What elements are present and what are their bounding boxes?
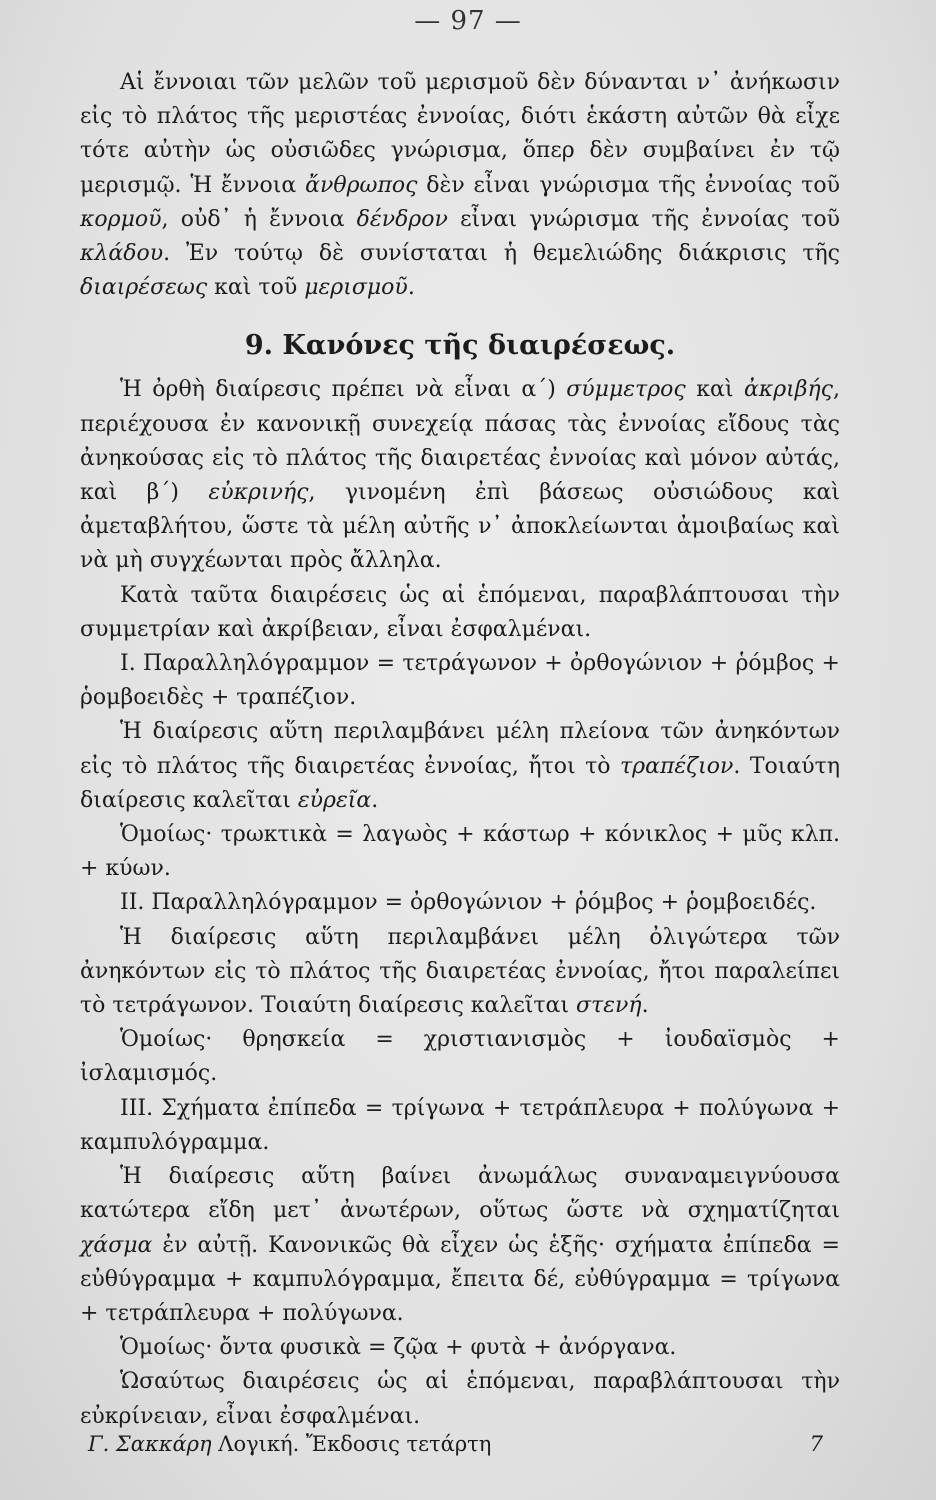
example-2-explanation (80, 921, 840, 1024)
emphasis: μερισμοῦ (304, 275, 408, 301)
example-3-similar: Ὁμοίως· ὄντα φυσικὰ = ζῷα + φυτὰ + ἀνόργανα. (120, 1335, 677, 1361)
footer-title: Λογική. Ἔκδοσις τετάρτη (211, 1432, 492, 1456)
text-run: . (641, 993, 649, 1019)
section-heading: 9. Κανόνες τῆς διαιρέσεως. (244, 330, 676, 362)
text-run: Ἡ διαίρεσις αὕτη βαίνει ἀνωμάλως συναναμειγνύουσα κατώτερα εἴδη μετ᾽ ἀνωτέρων, οὕτως ὥστε νὰ σχηματίζηται (80, 1164, 840, 1224)
text-run: καὶ τοῦ (207, 275, 305, 301)
text-run: . Τοιαύτη διαίρεσις καλεῖται (80, 753, 840, 813)
footer-author: Γ. Σακκάρη (88, 1432, 212, 1456)
emphasis: εὐρεῖα (297, 787, 372, 813)
emphasis: στενή (576, 993, 642, 1019)
rules-consequence: Κατὰ ταῦτα διαιρέσεις ὡς αἱ ἑπόμεναι, παραβλάπτουσαι τὴν συμμετρίαν καὶ ἀκρίβειαν, εἶναι ἐσφαλμέναι. (80, 582, 840, 642)
emphasis: ἄνθρωπος (305, 172, 418, 198)
emphasis: κλάδου (80, 241, 164, 267)
body-text (80, 66, 840, 1434)
text-run: , περιέχουσα ἐν κανονικῇ συνεχείᾳ πάσας τὰς ἐννοίας εἴδους τὰς ἀνηκούσας εἰς τὸ πλάτος τῆς διαιρετέας ἐννοίας καὶ μόνον αὐτάς, καὶ β΄) (80, 377, 841, 506)
example-3-line: ΙΙΙ. Σχήματα ἐπίπεδα = τρίγωνα + τετράπλευρα + πολύγωνα + καμπυλόγραμμα. (80, 1095, 840, 1155)
closing-paragraph: Ὡσαύτως διαιρέσεις ὡς αἱ ἑπόμεναι, παραβλάπτουσαι τὴν εὐκρίνειαν, εἶναι ἐσφαλμέναι. (80, 1369, 840, 1429)
emphasis: τραπέζιον (619, 753, 734, 779)
sheet-number: 7 (809, 1432, 823, 1456)
emphasis: ἀκριβής (743, 377, 834, 403)
text-run: . (371, 787, 379, 813)
example-2-similar: Ὁμοίως· θρησκεία = χριστιανισμὸς + ἰουδαϊσμὸς + ἰσλαμισμός. (80, 1027, 840, 1087)
emphasis: δένδρον (356, 206, 448, 232)
example-2-line: ΙΙ. Παραλληλόγραμμον = ὀρθογώνιον + ῥόμβος + ῥομβοειδές. (120, 890, 817, 916)
emphasis: σύμμετρος (566, 377, 686, 403)
text-run: , οὐδ᾽ ἡ ἔννοια (161, 206, 357, 232)
emphasis: διαιρέσεως (80, 275, 208, 301)
text-run: Αἱ ἔννοιαι τῶν μελῶν τοῦ μερισμοῦ δὲν δύνανται ν᾽ ἀνήκωσιν εἰς τὸ πλάτος τῆς μεριστέας ἐννοίας, διότι ἑκάστη αὐτῶν θὰ εἶχε τότε αὐτὴν ὡς οὐσιῶδες γνώρισμα, ὅπερ δὲν συμβαίνει ἐν τῷ μερισμῷ. Ἡ ἔννοια (80, 70, 840, 198)
emphasis: κορμοῦ (80, 206, 162, 232)
page-footer (88, 1432, 823, 1456)
text-run: . (407, 275, 415, 301)
text-run: Ἡ διαίρεσις αὕτη περιλαμβάνει μέλη πλείονα τῶν ἀνηκόντων εἰς τὸ πλάτος τῆς διαιρετέας ἐννοίας, ἤτοι τὸ (80, 719, 840, 779)
example-1-similar: Ὁμοίως· τρωκτικὰ = λαγωὸς + κάστωρ + κόνικλος + μῦς κλπ. + κύων. (80, 822, 840, 882)
text-run: καὶ (685, 377, 744, 403)
text-run: εἶναι γνώρισμα τῆς ἐννοίας τοῦ (447, 206, 840, 232)
example-1-line: Ι. Παραλληλόγραμμον = τετράγωνον + ὀρθογώνιον + ῥόμβος + ῥομβοειδὲς + τραπέζιον. (80, 651, 840, 711)
emphasis: χάσμα (80, 1232, 153, 1258)
page-number: — 97 — (414, 6, 522, 36)
example-3-explanation (80, 1160, 840, 1331)
text-run: Ἡ διαίρεσις αὕτη περιλαμβάνει μέλη ὀλιγώτερα τῶν ἀνηκόντων εἰς τὸ πλάτος τῆς διαιρετέας ἐννοίας, ἤτοι παραλείπει τὸ τετράγωνον. Τοιαύτη διαίρεσις καλεῖται (80, 924, 840, 1019)
text-run: Ἡ ὀρθὴ διαίρεσις πρέπει νὰ εἶναι α΄) (120, 377, 567, 403)
intro-paragraph (80, 66, 840, 305)
text-run: , γινομένη ἐπὶ βάσεως οὐσιώδους καὶ ἀμεταβλήτου, ὥστε τὰ μέλη αὐτῆς ν᾽ ἀποκλείωνται ἀμοιβαίως καὶ νὰ μὴ συγχέωνται πρὸς ἄλληλα. (80, 480, 840, 574)
text-run: ἐν αὐτῇ. Κανονικῶς θὰ εἶχεν ὡς ἑξῆς· σχήματα ἐπίπεδα = εὐθύγραμμα + καμπυλόγραμμα, ἔπειτα δέ, εὐθύγραμμα = τρίγωνα + τετράπλευρα + πολύγωνα. (80, 1232, 840, 1326)
text-run: . Ἐν τούτῳ δὲ συνίσταται ἡ θεμελιώδης διάκρισις τῆς (163, 241, 840, 267)
text-run: δὲν εἶναι γνώρισμα τῆς ἐννοίας τοῦ (417, 172, 840, 198)
rules-paragraph (80, 373, 840, 578)
example-1-explanation (80, 715, 840, 818)
emphasis: εὐκρινής (208, 480, 309, 506)
